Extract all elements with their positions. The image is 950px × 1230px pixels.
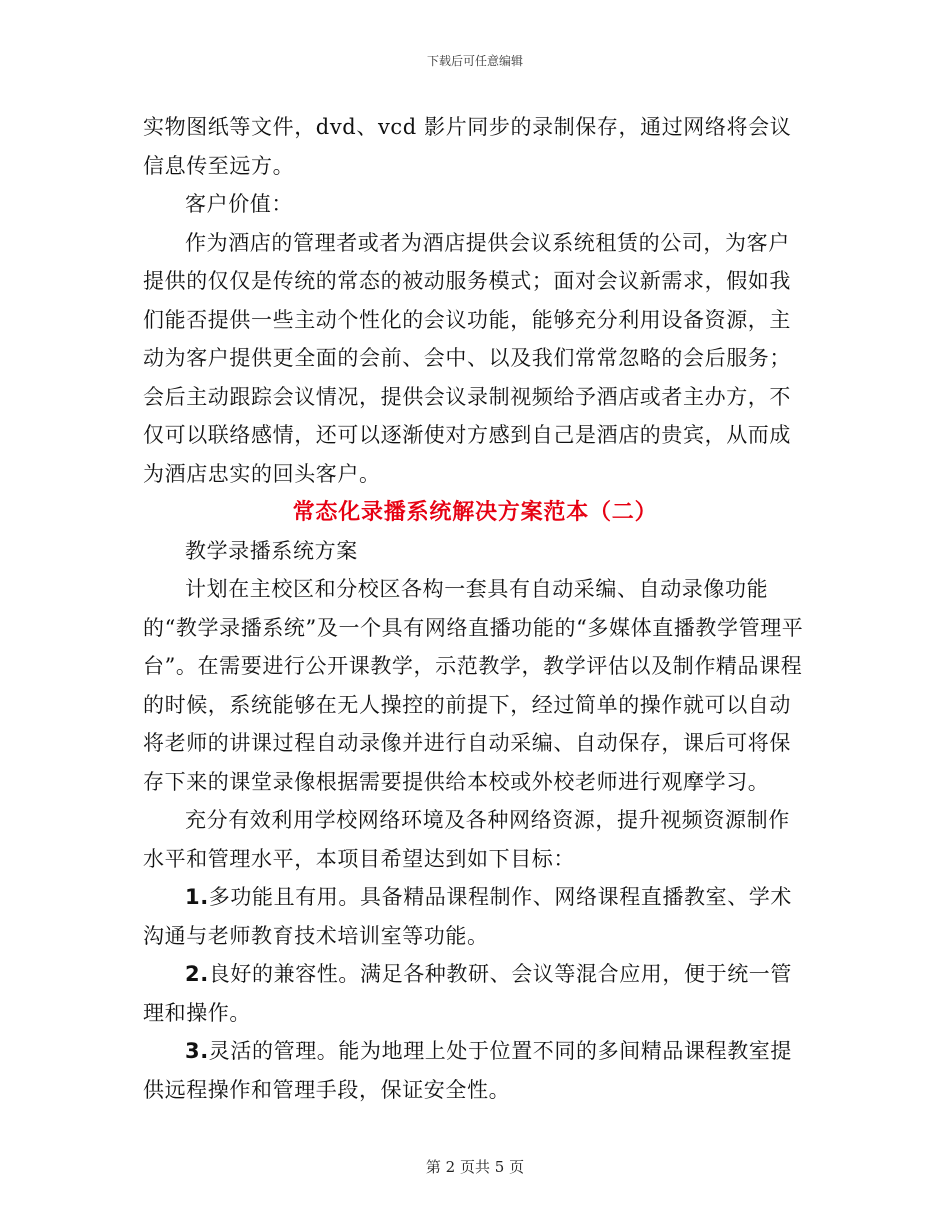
document-body [143, 108, 807, 1109]
plan-paragraph: 计划在主校区和分校区各构一套具有自动采编、自动录像功能的“教学录播系统”及一个具有网络直播功能的“多媒体直播教学管理平台”。在需要进行公开课教学，示范教学，教学评估以及制作精品课程的时候，系统能够在无人操控的前提下，经过简单的操作就可以自动将老师的讲课过程自动录像并进行自动采编、自动保存，课后可将保存下来的课堂录像根据需要提供给本校或外校老师进行观摩学习。 [143, 577, 804, 794]
goal-item-1 [143, 878, 807, 955]
section-title: 常态化录播系统解决方案范本（二） [292, 499, 658, 525]
goal-item-text: 良好的兼容性。满足各种教研、会议等混合应用，便于统一管理和操作。 [143, 962, 792, 1025]
goal-item-2 [143, 955, 807, 1032]
customer-value-paragraph: 作为酒店的管理者或者为酒店提供会议系统租赁的公司，为客户提供的仅仅是传统的常态的被动服务模式；面对会议新需求，假如我们能否提供一些主动个性化的会议功能，能够充分利用设备资源，主动为客户提供更全面的会前、会中、以及我们常常忽略的会后服务；会后主动跟踪会议情况，提供会议录制视频给予酒店或者主办方，不仅可以联络感情，还可以逐渐使对方感到自己是酒店的贵宾，从而成为酒店忠实的回头客户。 [143, 230, 791, 486]
scheme-label: 教学录播系统方案 [185, 538, 358, 563]
goal-item-text: 灵活的管理。能为地理上处于位置不同的多间精品课程教室提供远程操作和管理手段，保证安全性。 [143, 1039, 792, 1102]
page-footer: 第 2 页共 5 页 [425, 1158, 525, 1176]
goal-intro-paragraph: 充分有效利用学校网络环境及各种网络资源，提升视频资源制作水平和管理水平，本项目希望达到如下目标： [143, 808, 790, 871]
goal-item-number: 1. [185, 885, 209, 909]
goal-item-number: 2. [185, 962, 209, 986]
customer-value-label: 客户价值： [185, 192, 293, 216]
page-header: 下载后可任意编辑 [426, 54, 523, 68]
goal-item-text: 多功能且有用。具备精品课程制作、网络课程直播教室、学术沟通与老师教育技术培训室等功能。 [143, 885, 792, 948]
paragraph-continuation: 实物图纸等文件，dvd、vcd 影片同步的录制保存，通过网络将会议信息传至远方。 [143, 115, 792, 178]
goal-item-3 [143, 1032, 807, 1109]
goal-item-number: 3. [185, 1039, 209, 1063]
